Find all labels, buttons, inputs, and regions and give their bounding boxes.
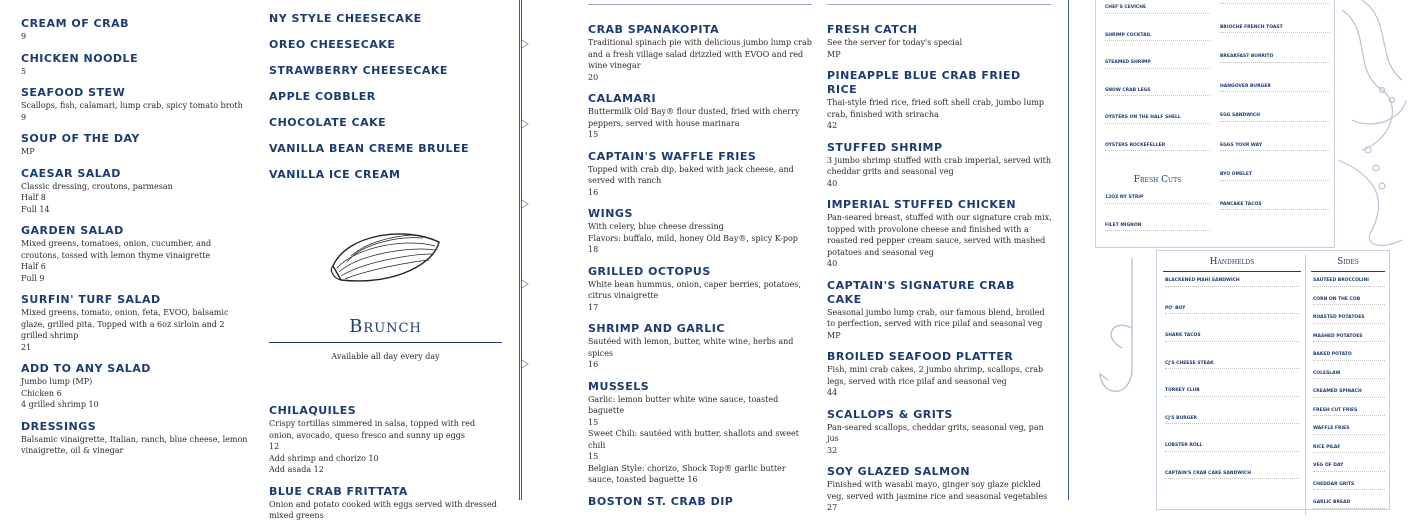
handhelds-rule bbox=[1163, 271, 1301, 272]
menu-item bbox=[588, 322, 812, 371]
menu-item-description: Jumbo lump (MP) Chicken 6 4 grilled shrimp 10 bbox=[21, 377, 99, 409]
menu-item bbox=[21, 293, 249, 353]
mini-item-name bbox=[1220, 0, 1330, 1]
mini-menu-item bbox=[1313, 352, 1385, 366]
menu-item-price: 27 bbox=[827, 503, 838, 512]
mini-menu-item bbox=[1220, 172, 1330, 186]
menu-item-description: Onion and potato cooked with eggs served with dressed mixed greens bbox=[269, 499, 497, 520]
fresh-cuts-title: Fresh Cuts bbox=[1133, 175, 1182, 185]
mini-item-text-lines bbox=[1313, 415, 1385, 421]
mini-breakfast-list bbox=[1220, 0, 1330, 231]
menu-item bbox=[21, 362, 249, 411]
mini-item-text-lines bbox=[1220, 150, 1330, 156]
mini-menu-item bbox=[1105, 88, 1210, 102]
menu-item-price: 40 bbox=[827, 178, 838, 188]
mini-menu-item bbox=[1220, 202, 1330, 216]
handhelds-title: Handhelds bbox=[1209, 257, 1255, 267]
menu-item-name: CALAMARI bbox=[588, 92, 657, 105]
menu-item-description: Mixed greens, tomato, onion, feta, EVOO, balsamic glaze, grilled pita. Topped with a 6oz sirloin and 2 grilled shrimp bbox=[21, 308, 229, 340]
mini-item-name: PANCAKE TACOS bbox=[1220, 201, 1262, 207]
menu-item-name: CHILAQUILES bbox=[269, 404, 357, 417]
mini-item-name: CJ'S BURGER bbox=[1165, 415, 1197, 421]
menu-item-price: 5 bbox=[21, 66, 27, 76]
menu-item-name: CAESAR SALAD bbox=[21, 166, 121, 180]
mini-menu-item bbox=[1105, 33, 1210, 47]
mini-item-name: BYO OMELET bbox=[1220, 172, 1253, 177]
mini-item-text-lines bbox=[1220, 180, 1330, 186]
menu-item-name: SCALLOPS & GRITS bbox=[827, 407, 953, 421]
menu-item bbox=[827, 408, 1053, 457]
mini-item-text-lines bbox=[1313, 323, 1385, 329]
menu-item-name: SEAFOOD STEW bbox=[21, 86, 126, 99]
mini-item-name: CHEDDAR GRITS bbox=[1313, 481, 1355, 487]
mini-item-name: HANGOVER BURGER bbox=[1220, 83, 1271, 89]
mini-menu-item bbox=[1220, 54, 1330, 68]
mini-item-name: OYSTERS ON THE HALF SHELL bbox=[1105, 115, 1181, 120]
mini-item-name: EGGS YOUR WAY bbox=[1220, 142, 1262, 148]
mini-item-name: ROASTED POTATOES bbox=[1313, 315, 1365, 320]
mini-menu-item bbox=[1165, 471, 1299, 485]
menu-item-name: CAPTAIN'S SIGNATURE CRAB CAKE bbox=[827, 278, 1015, 306]
mini-item-name: CREAMED SPINACH bbox=[1313, 389, 1362, 394]
mini-menu-item bbox=[1105, 60, 1210, 74]
menu-item-name: STUFFED SHRIMP bbox=[827, 140, 943, 154]
menu-item bbox=[827, 141, 1053, 190]
menu-item-price: 40 bbox=[827, 259, 838, 268]
mini-item-text-lines bbox=[1220, 62, 1330, 68]
mini-item-name: OYSTERS ROCKEFELLER bbox=[1105, 142, 1166, 148]
mussel-illustration bbox=[269, 194, 502, 404]
starters-column bbox=[588, 23, 812, 518]
menu-item-description: Fish, mini crab cakes, 2 jumbo shrimp, scallops, crab legs, served with rice pilaf and seasonal veg bbox=[827, 365, 1044, 386]
dessert-item: VANILLA BEAN CREME BRULEE bbox=[269, 142, 470, 155]
menu-item bbox=[588, 92, 812, 141]
menu-item-name: WINGS bbox=[588, 207, 633, 220]
mini-item-name: FILET MIGNON bbox=[1105, 222, 1142, 228]
menu-item-price: 9 bbox=[21, 32, 27, 41]
menu-item-price: MP bbox=[827, 330, 841, 340]
mini-item-name: BREAKFAST BURRITO bbox=[1220, 54, 1274, 59]
dessert-item: VANILLA ICE CREAM bbox=[269, 168, 401, 181]
mini-menu-item bbox=[1313, 334, 1385, 348]
mini-item-name: PO' BOY bbox=[1165, 305, 1186, 311]
menu-item bbox=[588, 150, 812, 199]
menu-item-name: CREAM OF CRAB bbox=[21, 17, 129, 30]
menu-item-description: Thai-style fried rice, fried soft shell crab, jumbo lump crab, finished with sriracha bbox=[827, 98, 1045, 119]
mini-item-name: COLESLAW bbox=[1313, 370, 1341, 376]
menu-item-name: ADD TO ANY SALAD bbox=[21, 362, 151, 375]
mini-item-name: VEG OF DAY bbox=[1313, 463, 1344, 468]
mini-item-text-lines bbox=[1105, 123, 1210, 129]
mini-item-text-lines bbox=[1165, 341, 1299, 347]
menu-item bbox=[588, 207, 812, 256]
mini-menu-item bbox=[1165, 278, 1299, 292]
menu-item-description: With celery, blue cheese dressing Flavors: buffalo, mild, honey Old Bay®, spicy K-pop bbox=[588, 222, 798, 243]
mini-item-name: FRESH CUT FRIES bbox=[1313, 407, 1358, 413]
menu-item-description: Balsamic vinaigrette, Italian, ranch, blue cheese, lemon vinaigrette, oil & vinegar bbox=[21, 434, 248, 455]
mini-item-text-lines bbox=[1165, 368, 1299, 374]
mini-menu-item bbox=[1220, 84, 1330, 98]
mini-fresh-cuts-list bbox=[1105, 195, 1210, 250]
menu-item bbox=[21, 224, 249, 284]
mini-item-name: STEAMED SHRIMP bbox=[1105, 60, 1151, 65]
mini-item-name: BLACKENED MAHI SANDWICH bbox=[1165, 278, 1240, 283]
mini-menu-item bbox=[1313, 278, 1385, 292]
mini-item-text-lines bbox=[1313, 286, 1385, 292]
menu-item-name: FRESH CATCH bbox=[827, 23, 918, 36]
mini-item-name: TURKEY CLUB bbox=[1165, 388, 1200, 393]
menu-item-price: 32 bbox=[827, 445, 838, 455]
mini-menu-item bbox=[1165, 333, 1299, 347]
menu-item-price: 20 bbox=[588, 72, 599, 82]
mini-item-name: WAFFLE FRIES bbox=[1313, 426, 1350, 431]
menu-item-description: Finished with wasabi mayo, ginger soy glaze pickled veg, served with jasmine rice and seasonal vegetables bbox=[827, 480, 1048, 501]
sides-rule bbox=[1311, 271, 1385, 272]
mini-item-text-lines bbox=[1220, 3, 1330, 9]
mini-menu-item bbox=[1105, 5, 1210, 19]
mini-item-text-lines bbox=[1165, 286, 1299, 292]
menu-item-price: 16 bbox=[588, 360, 599, 369]
menu-item-description: Garlic: lemon butter white wine sauce, toasted baguette 15 Sweet Chili: sautéed with butter, shallots and sweet chili 15 Belgian Style: chorizo, Shock Top® garlic butter sauce, toasted baguette 16 bbox=[588, 394, 799, 484]
mini-item-text-lines bbox=[1165, 423, 1299, 429]
menu-item-name: CRAB SPANAKOPITA bbox=[588, 23, 720, 36]
mini-menu-item bbox=[1313, 426, 1385, 440]
menu-item-price: 44 bbox=[827, 388, 838, 397]
menu-item-description: Scallops, fish, calamari, lump crab, spicy tomato broth bbox=[21, 101, 243, 110]
mini-item-text-lines bbox=[1105, 150, 1210, 156]
mini-item-name: SAUTÉED BROCCOLINI bbox=[1313, 278, 1369, 283]
desserts-brunch-column bbox=[269, 12, 502, 531]
menu-item-price: Half 6 Full 9 bbox=[21, 262, 46, 283]
mini-menu-item bbox=[1313, 445, 1385, 459]
mini-menu-item bbox=[1313, 315, 1385, 329]
mini-item-text-lines bbox=[1313, 471, 1385, 477]
menu-item-name: BOSTON ST. CRAB DIP bbox=[588, 494, 734, 508]
menu-item bbox=[21, 52, 249, 78]
mini-item-name: SHARK TACOS bbox=[1165, 333, 1201, 338]
mini-menu-item bbox=[1165, 388, 1299, 402]
menu-item-name: BROILED SEAFOOD PLATTER bbox=[827, 350, 1014, 363]
dessert-list bbox=[269, 12, 502, 194]
mini-item-text-lines bbox=[1313, 304, 1385, 310]
menu-item-price: 21 bbox=[21, 342, 32, 352]
menu-item bbox=[827, 465, 1053, 514]
menu-item-name: SHRIMP AND GARLIC bbox=[588, 322, 725, 335]
mini-menu-item bbox=[1165, 306, 1299, 320]
mini-item-name: RICE PILAF bbox=[1313, 444, 1341, 450]
mini-menu-item bbox=[1313, 297, 1385, 311]
mini-menu-item bbox=[1165, 361, 1299, 375]
octopus-illustration-icon bbox=[1332, 0, 1412, 250]
mini-menu-item bbox=[1313, 408, 1385, 422]
menu-item-description: Pan-seared breast, stuffed with our signature crab mix, topped with provolone cheese and finished with a roasted red pepper cream sauce, served with mashed potatoes and seasonal veg bbox=[827, 213, 1052, 257]
fish-hook-icon bbox=[1092, 258, 1162, 418]
mini-item-text-lines bbox=[1313, 397, 1385, 403]
menu-item-price: 15 bbox=[588, 130, 599, 139]
menu-item-description: White bean hummus, onion, caper berries, potatoes, citrus vinaigrette bbox=[588, 279, 801, 300]
menu-item bbox=[827, 23, 1053, 60]
mini-item-text-lines bbox=[1165, 396, 1299, 402]
menu-item-name: SURFIN' TURF SALAD bbox=[21, 293, 161, 306]
menu-item bbox=[21, 420, 249, 457]
mini-menu-item bbox=[1313, 371, 1385, 385]
soups-salads-column bbox=[21, 17, 249, 466]
mini-page-handhelds-sides bbox=[1156, 250, 1390, 510]
menu-item-price: 42 bbox=[827, 121, 838, 130]
menu-item-description: Seasonal jumbo lump crab, our famous blend, broiled to perfection, served with rice pilaf and seasonal veg bbox=[827, 307, 1045, 328]
menu-item-name: SOUP OF THE DAY bbox=[21, 132, 140, 145]
mini-item-text-lines bbox=[1105, 230, 1210, 236]
menu-item bbox=[588, 495, 812, 509]
mini-menu-item bbox=[1105, 115, 1210, 129]
mini-item-text-lines bbox=[1313, 508, 1385, 514]
dessert-item: NY STYLE CHEESECAKE bbox=[269, 12, 422, 25]
mini-item-text-lines bbox=[1313, 378, 1385, 384]
menu-item-description: Classic dressing, croutons, parmesan bbox=[21, 181, 173, 191]
menu-item-description: Traditional spinach pie with delicious jumbo lump crab and a fresh village salad drizzled with EVOO and red wine vinegar bbox=[588, 38, 812, 70]
mini-sides-list bbox=[1313, 278, 1385, 519]
menu-item bbox=[827, 279, 1053, 342]
menu-item-name: SOY GLAZED SALMON bbox=[827, 465, 971, 478]
mini-item-name: SHRIMP COCKTAIL bbox=[1105, 32, 1152, 38]
brunch-rule bbox=[269, 342, 502, 343]
menu-thumbnail-pages bbox=[1070, 0, 1400, 505]
mini-item-text-lines bbox=[1105, 68, 1210, 74]
mini-item-text-lines bbox=[1105, 13, 1210, 19]
mini-item-text-lines bbox=[1220, 209, 1330, 215]
mini-item-text-lines bbox=[1105, 40, 1210, 46]
menu-item-description: Sautéed with lemon, butter, white wine, herbs and spices bbox=[588, 337, 794, 358]
mini-item-name: GARLIC BREAD bbox=[1313, 500, 1351, 505]
menu-item-description: 3 jumbo shrimp stuffed with crab imperial, served with cheddar grits and seasonal veg bbox=[827, 155, 1051, 176]
mussel-shell-icon bbox=[327, 222, 447, 292]
mini-item-name: 12OZ NY STRIP bbox=[1105, 195, 1144, 200]
menu-item-name: MUSSELS bbox=[588, 379, 650, 393]
mini-menu-item bbox=[1313, 482, 1385, 496]
mini-item-text-lines bbox=[1165, 478, 1299, 484]
mini-item-name: SNOW CRAB LEGS bbox=[1105, 87, 1151, 93]
menu-item-price: 18 bbox=[588, 245, 599, 254]
mini-item-name: MASHED POTATOES bbox=[1313, 333, 1363, 339]
mini-divider bbox=[1305, 255, 1306, 515]
menu-page-soups-salads-brunch bbox=[0, 0, 520, 520]
brunch-title: Brunch bbox=[349, 316, 422, 337]
mini-item-name: CHEF'S CEVICHE bbox=[1105, 5, 1147, 10]
menu-item bbox=[827, 350, 1053, 399]
mini-menu-item bbox=[1105, 195, 1210, 209]
mini-menu-item bbox=[1105, 223, 1210, 237]
dessert-item: STRAWBERRY CHEESECAKE bbox=[269, 64, 448, 77]
menu-item-description: Mixed greens, tomatoes, onion, cucumber, and croutons, tossed with lemon thyme vinaigrette bbox=[21, 239, 212, 260]
mini-item-text-lines bbox=[1313, 341, 1385, 347]
menu-item-description: Topped with crab dip, baked with jack cheese, and served with ranch bbox=[588, 164, 794, 185]
mini-item-text-lines bbox=[1220, 91, 1330, 97]
mini-menu-item bbox=[1220, 0, 1330, 9]
mini-menu-item bbox=[1220, 25, 1330, 39]
mini-item-text-lines bbox=[1220, 32, 1330, 38]
menu-item-name: CAPTAIN'S WAFFLE FRIES bbox=[588, 149, 757, 163]
mini-menu-item bbox=[1313, 389, 1385, 403]
menu-item-name: GRILLED OCTOPUS bbox=[588, 264, 711, 278]
mini-menu-item bbox=[1165, 416, 1299, 430]
menu-item-name: GARDEN SALAD bbox=[21, 224, 124, 237]
mini-item-text-lines bbox=[1165, 313, 1299, 319]
mini-item-name: LOBSTER ROLL bbox=[1165, 443, 1203, 448]
mini-item-name: CAPTAIN'S CRAB CAKE SANDWICH bbox=[1165, 470, 1252, 476]
mini-item-text-lines bbox=[1313, 489, 1385, 495]
mini-item-text-lines bbox=[1105, 95, 1210, 101]
menu-item bbox=[21, 132, 249, 158]
menu-item-description: Crispy tortillas simmered in salsa, topped with red onion, avocado, queso fresco and sunny up eggs 12 Add shrimp and chorizo 10 Add asada 12 bbox=[269, 419, 476, 474]
top-rule-right bbox=[827, 4, 1051, 5]
menu-item bbox=[827, 69, 1053, 132]
menu-item bbox=[588, 380, 812, 486]
menu-item-name: PINEAPPLE BLUE CRAB FRIED RICE bbox=[827, 69, 1021, 96]
menu-item bbox=[21, 17, 249, 43]
mini-item-name: CORN ON THE COB bbox=[1313, 296, 1361, 302]
mini-item-text-lines bbox=[1105, 203, 1210, 209]
brunch-list bbox=[269, 404, 502, 522]
top-rule-left bbox=[588, 4, 812, 5]
brunch-item bbox=[269, 404, 502, 476]
mini-item-name: EGG SANDWICH bbox=[1220, 113, 1260, 118]
menu-item-name: CHICKEN NOODLE bbox=[21, 51, 139, 65]
brunch-item bbox=[269, 485, 502, 522]
mini-menu-item bbox=[1105, 143, 1210, 157]
mini-item-name: CJ'S CHEESE STEAK bbox=[1165, 360, 1214, 366]
menu-item-description: Buttermilk Old Bay® flour dusted, fried with cherry peppers, served with house marinara bbox=[588, 107, 800, 128]
menu-item-name: BLUE CRAB FRITTATA bbox=[269, 484, 408, 498]
menu-item-price: 16 bbox=[588, 187, 599, 197]
menu-item-price: Half 8 Full 14 bbox=[21, 193, 50, 214]
mini-menu-item bbox=[1220, 113, 1330, 127]
brunch-subtitle: Available all day every day bbox=[331, 352, 440, 361]
mini-item-name: BRIOCHE FRENCH TOAST bbox=[1220, 24, 1283, 30]
menu-page-starters-entrees bbox=[521, 0, 1069, 512]
menu-item bbox=[827, 198, 1053, 270]
mini-menu-item bbox=[1165, 443, 1299, 457]
menu-item-price: 17 bbox=[588, 302, 599, 312]
menu-item-name: IMPERIAL STUFFED CHICKEN bbox=[827, 198, 1017, 211]
dessert-item: CHOCOLATE CAKE bbox=[269, 116, 387, 129]
dessert-item: APPLE COBBLER bbox=[269, 90, 376, 103]
mini-menu-item bbox=[1313, 463, 1385, 477]
mini-menu-item bbox=[1220, 143, 1330, 157]
mini-raw-bar-list bbox=[1105, 5, 1210, 170]
menu-item-description: See the server for today's special bbox=[827, 38, 963, 47]
menu-item bbox=[588, 265, 812, 314]
mini-item-text-lines bbox=[1220, 121, 1330, 127]
mini-item-text-lines bbox=[1313, 360, 1385, 366]
menu-item bbox=[21, 86, 249, 123]
menu-item bbox=[588, 23, 812, 83]
menu-item-price: MP bbox=[827, 49, 841, 59]
menu-item-price: MP bbox=[21, 147, 35, 156]
dessert-item: OREO CHEESECAKE bbox=[269, 38, 396, 51]
menu-item-price: 9 bbox=[21, 112, 27, 122]
mini-menu-item bbox=[1313, 500, 1385, 514]
menu-item-description: Pan-seared scallops, cheddar grits, seasonal veg, pan jus bbox=[827, 422, 1044, 443]
menu-item bbox=[21, 167, 249, 216]
sides-title: Sides bbox=[1337, 257, 1359, 267]
entrees-column bbox=[827, 23, 1053, 523]
mini-page-raw-bar-breakfast bbox=[1095, 0, 1335, 248]
mini-item-text-lines bbox=[1165, 451, 1299, 457]
mini-handhelds-list bbox=[1165, 278, 1299, 498]
mini-item-name: BAKED POTATO bbox=[1313, 352, 1352, 357]
mini-item-text-lines bbox=[1313, 434, 1385, 440]
page-edge-marks bbox=[522, 0, 534, 500]
menu-item-name: DRESSINGS bbox=[21, 419, 97, 433]
mini-item-text-lines bbox=[1313, 452, 1385, 458]
